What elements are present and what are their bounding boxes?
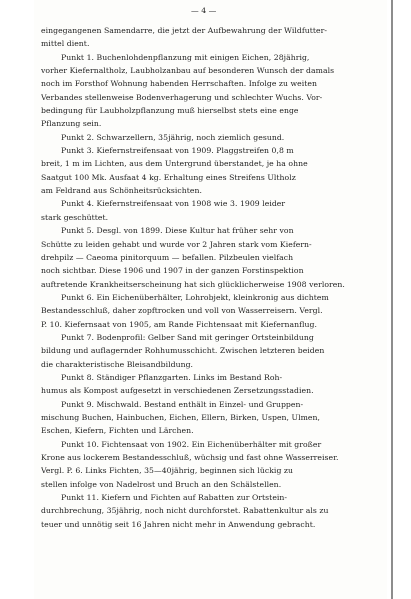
text-line: vorher Kiefernaltholz, Laubholzanbau auf besonderen Wunsch der damals: [41, 66, 335, 76]
text-line: teuer und unnötig seit 16 Jahren nicht mehr in Anwendung gebracht.: [41, 519, 316, 529]
text-line: Punkt 5. Desgl. von 1899. Diese Kultur hat früher sehr von: [61, 226, 294, 236]
text-line: Krone aus lockerem Bestandesschluß, wüchsig und fast ohne Wasserreiser.: [41, 453, 339, 462]
text-line: Punkt 8. Ständiger Pflanzgarten. Links im Bestand Roh-: [61, 372, 283, 382]
text-line: P. 10. Kiefernsaat von 1905, am Rande Fichtensaat mit Kiefernanflug.: [41, 319, 318, 329]
text-line: Vergl. P. 6. Links Fichten, 35—40jährig, beginnen sich lückig zu: [41, 466, 294, 476]
text-line: Punkt 4. Kiefernstreifensaat von 1908 wie 3. 1909 leider: [61, 199, 286, 209]
text-line: bedingung für Laubholzpflanzung muß hierselbst stets eine enge: [41, 106, 299, 116]
text-line: eingegangenen Samendarre, die jetzt der Aufbewahrung der Wildfutter-: [41, 26, 328, 35]
text-line: humus als Kompost aufgesetzt in verschiedenen Zersetzungsstadien.: [41, 386, 314, 396]
text-line: Punkt 7. Bodenprofil: Gelber Sand mit geringer Ortsteinbildung: [61, 332, 314, 342]
text-line: am Feldrand aus Schönheitsrücksichten.: [41, 186, 202, 196]
text-line: stellen infolge von Nadelrost und Bruch an den Schälstellen.: [41, 479, 282, 489]
text-line: bildung und auflagernder Rohhumusschicht. Zwischen letzteren beiden: [41, 346, 325, 356]
text-line: mittel dient.: [41, 39, 90, 49]
text-line: Verbandes stellenweise Bodenverhagerung und schlechter Wuchs. Vor-: [41, 92, 323, 102]
page-edge-line: [391, 0, 393, 599]
text-line: Punkt 3. Kiefernstreifensaat von 1909. Plaggstreifen 0,8 m: [61, 146, 294, 156]
text-line: breit, 1 m im Lichten, aus dem Untergrund überstandet, je ha ohne: [41, 159, 308, 169]
text-line: Punkt 11. Kiefern und Fichten auf Rabatten zur Ortstein-: [61, 493, 288, 503]
text-line: Punkt 10. Fichtensaat von 1902. Ein Eichenüberhälter mit großer: [61, 439, 322, 449]
text-line: Pflanzung sein.: [41, 119, 102, 129]
text-line: auftretende Krankheitserscheinung hat sich glücklicherweise 1908 verloren.: [41, 279, 345, 289]
text-line: noch sichtbar. Diese 1906 und 1907 in der ganzen Forstinspektion: [41, 266, 304, 276]
text-line: noch im Forsthof Wohnung habenden Herrschaften. Infolge zu weiten: [41, 79, 318, 89]
text-line: die charakteristische Bleisandbildung.: [41, 359, 194, 369]
text-line: Punkt 2. Schwarzellern, 35jährig, noch ziemlich gesund.: [61, 132, 285, 142]
text-line: Punkt 1. Buchenlohdenpflanzung mit einigen Eichen, 28jährig,: [61, 52, 310, 62]
page-number: — 4 —: [191, 6, 217, 15]
text-line: Punkt 6. Ein Eichenüberhälter, Lohrobjekt, kleinkronig aus dichtem: [61, 292, 329, 302]
text-line: Punkt 9. Mischwald. Bestand enthält in Einzel- und Gruppen-: [61, 399, 304, 409]
text-line: Bestandesschluß, daher zopftrocken und voll von Wasserreisern. Vergl.: [41, 306, 323, 316]
text-line: durchbrechung, 35jährig, noch nicht durchforstet. Rabattenkultur als zu: [41, 506, 329, 516]
text-line: mischung Buchen, Hainbuchen, Eichen, Ellern, Birken, Uspen, Ulmen,: [41, 412, 321, 422]
text-line: Schütte zu leiden gehabt und wurde vor 2 Jahren stark vom Kiefern-: [41, 239, 312, 249]
text-line: stark geschüttet.: [41, 212, 109, 222]
text-line: Eschen, Kiefern, Fichten und Lärchen.: [41, 426, 194, 436]
text-line: drehpilz — Caeoma pinitorquum — befallen. Pilzbeulen vielfach: [41, 252, 294, 262]
text-line: Saatgut 100 Mk. Ausfaat 4 kg. Erhaltung eines Streifens Ultholz: [41, 172, 296, 182]
